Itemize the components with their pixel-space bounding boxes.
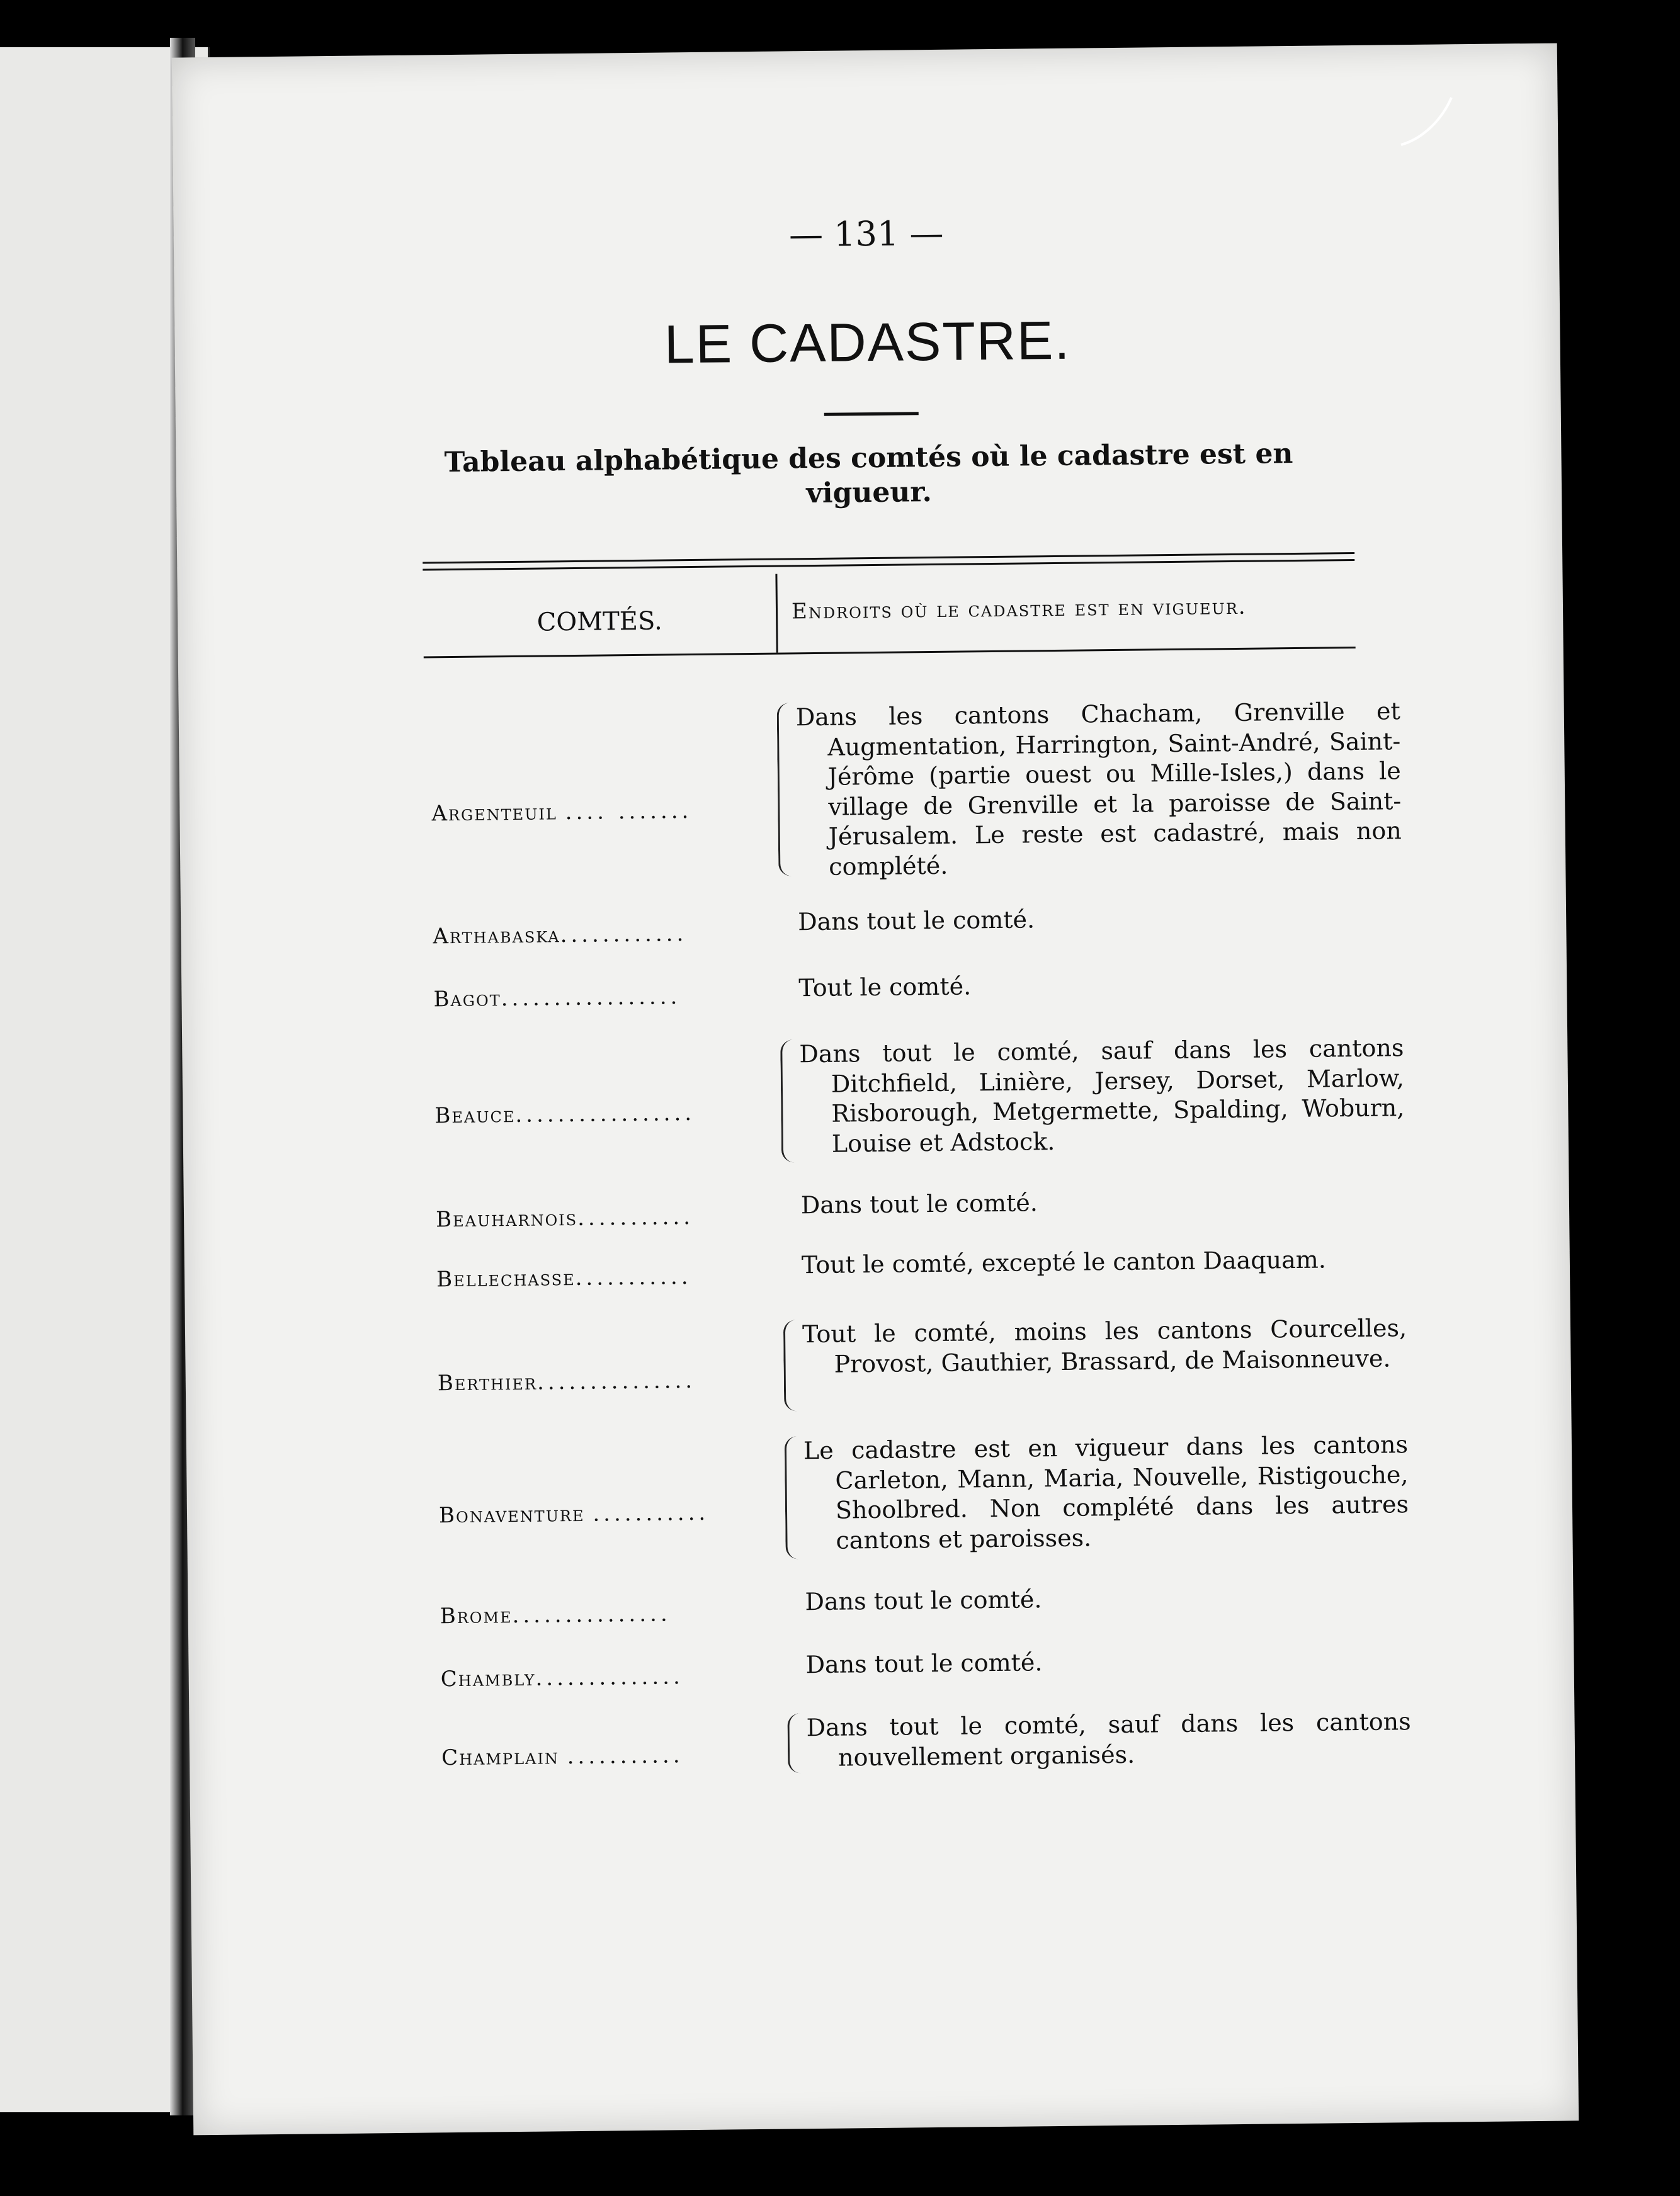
county-name: Argenteuil .... ....... bbox=[431, 798, 693, 827]
county-name: Beauharnois........... bbox=[435, 1204, 695, 1233]
table-row bbox=[433, 1582, 1378, 1629]
places-text: Tout le comté. bbox=[798, 972, 972, 1002]
county-name: Champlain ........... bbox=[441, 1743, 684, 1771]
county-name: Bagot................. bbox=[433, 984, 681, 1012]
brace bbox=[783, 1320, 800, 1411]
table-row bbox=[434, 1707, 1411, 1780]
county-name: Bonaventure ........... bbox=[438, 1500, 710, 1529]
table-row bbox=[431, 1314, 1407, 1418]
table-row bbox=[432, 1430, 1409, 1566]
table-row bbox=[428, 1034, 1405, 1170]
table-top-rule bbox=[423, 552, 1354, 570]
places-text: Dans tout le comté. bbox=[800, 1189, 1038, 1220]
page-number: — 131 — bbox=[788, 213, 944, 255]
places-text: Dans tout le comté, sauf dans les cantons Ditchfield, Linière, Jersey, Dorset, Marlow, Risborough, Metgermette, Spalding, Woburn, Louise et Adstock. bbox=[799, 1034, 1405, 1158]
column-header-county: COMTÉS. bbox=[536, 606, 662, 637]
table-row bbox=[424, 697, 1402, 883]
table-row bbox=[426, 902, 1371, 949]
places-text: Le cadastre est en vigueur dans les cantons Carleton, Mann, Maria, Nouvelle, Ristigouche, Shoolbred. Non complété dans les autres cantons et paroisses. bbox=[803, 1430, 1409, 1554]
table-row bbox=[434, 1644, 1379, 1692]
places-text: Dans tout le comté. bbox=[805, 1648, 1043, 1679]
county-name: Berthier............... bbox=[437, 1368, 696, 1396]
county-name: Bellechasse........... bbox=[436, 1264, 692, 1293]
book-page bbox=[172, 43, 1579, 2136]
title-rule bbox=[824, 412, 919, 416]
column-header-places: Endroits où le cadastre est en vigueur. bbox=[791, 594, 1247, 625]
county-name: Arthabaska............ bbox=[433, 921, 688, 949]
county-name: Beauce................. bbox=[434, 1100, 696, 1129]
places-text: Tout le comté, moins les cantons Courcelles, Provost, Gauthier, Brassard, de Maisonneuve. bbox=[802, 1314, 1407, 1378]
table-row bbox=[427, 968, 1372, 1016]
places-text: Dans tout le comté. bbox=[805, 1585, 1042, 1616]
brace bbox=[785, 1436, 802, 1559]
page-title: LE CADASTRE. bbox=[664, 310, 1071, 375]
header-bottom-rule bbox=[424, 647, 1356, 658]
places-text: Dans tout le comté. bbox=[797, 905, 1035, 936]
brace bbox=[777, 703, 795, 876]
page-subtitle: Tableau alphabétique des comtés où le cadastre est en vigueur. bbox=[444, 437, 1293, 510]
places-text: Dans les cantons Chacham, Grenville et Augmentation, Harrington, Saint-André, Saint-Jérôme (partie ouest ou Mille-Isles,) dans le village de Grenville et la paroisse de Saint-Jérusalem. Le reste est cadastré, mais non complété. bbox=[795, 697, 1402, 881]
pen-mark-icon bbox=[1398, 94, 1455, 151]
table-row bbox=[429, 1185, 1375, 1233]
places-text: Dans tout le comté, sauf dans les cantons nouvellement organisés. bbox=[806, 1707, 1411, 1772]
county-name: Chambly.............. bbox=[440, 1664, 684, 1692]
places-text: Tout le comté, excepté le canton Daaquam. bbox=[801, 1245, 1327, 1279]
table-row bbox=[430, 1245, 1375, 1293]
county-name: Brome............... bbox=[440, 1601, 671, 1629]
column-divider bbox=[775, 574, 778, 653]
